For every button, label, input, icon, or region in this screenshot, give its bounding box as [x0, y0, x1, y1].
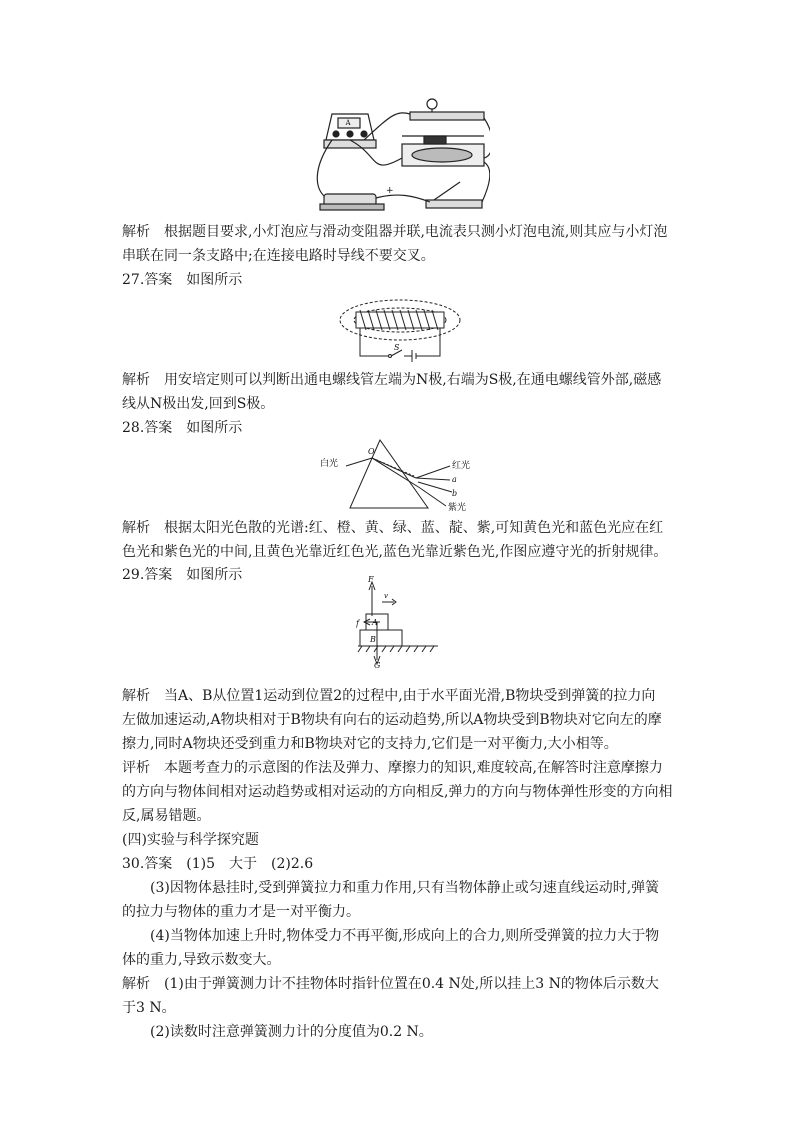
prism-figure	[316, 436, 500, 514]
text-line: (4)当物体加速上升时,物体受力不再平衡,形成向上的合力,则所受弹簧的拉力大于物	[150, 928, 660, 944]
text-line: 的方向与物体间相对运动趋势或相对运动的方向相反,弹力的方向与物体弹性形变的方向相	[122, 784, 673, 800]
ray-b-label: b	[452, 489, 458, 498]
text-line: 左做加速运动,A物块相对于B物块有向右的运动趋势,所以A物块受到B物块对它向左的摩	[122, 712, 662, 728]
solenoid-figure	[336, 292, 464, 366]
point-o-label: O	[368, 447, 375, 456]
velocity-v-label: v	[384, 592, 388, 600]
gravity-g-label: G	[374, 661, 381, 668]
ray-a-label: a	[452, 475, 457, 484]
text-line: 解析 当A、B从位置1运动到位置2的过程中,由于水平面光滑,B物块受到弹簧的拉力向	[122, 688, 656, 704]
text-line: 解析 根据题目要求,小灯泡应与滑动变阻器并联,电流表只测小灯泡电流,则其应与小灯泡	[122, 224, 668, 240]
circuit-figure	[310, 96, 490, 216]
block-force-figure	[356, 576, 440, 668]
friction-f-label: f	[356, 619, 359, 628]
text-line: 擦力,同时A物块还受到重力和B物块对它的支持力,它们是一对平衡力,大小相等。	[122, 736, 618, 752]
text-line: 解析 (1)由于弹簧测力计不挂物体时指针位置在0.4 N处,所以挂上3 N的物体后示数大	[122, 976, 659, 992]
text-line: 色光和紫色光的中间,且黄色光靠近红色光,蓝色光靠近紫色光,作图应遵守光的折射规律。	[122, 544, 668, 560]
text-line: 于3 N。	[122, 1000, 176, 1016]
text-line: 的拉力与物体的重力才是一对平衡力。	[122, 904, 360, 920]
block-b-label: B	[370, 635, 376, 644]
force-f-label: F	[368, 576, 374, 584]
text-line: 反,属易错题。	[122, 808, 211, 824]
text-line: 线从N极出发,回到S极。	[122, 396, 275, 412]
ammeter-label: A	[345, 119, 351, 127]
block-a-label: A	[372, 618, 378, 627]
text-line: 串联在同一条支路中;在连接电路时导线不要交叉。	[122, 248, 435, 264]
red-light-label: 红光	[452, 461, 471, 471]
text-line: 评析 本题考查力的示意图的作法及弹力、摩擦力的知识,难度较高,在解答时注意摩擦力	[122, 760, 663, 776]
text-line: (3)因物体悬挂时,受到弹簧拉力和重力作用,只有当物体静止或匀速直线运动时,弹簧	[150, 880, 660, 896]
switch-label: S	[394, 343, 400, 352]
text-line: (2)读数时注意弹簧测力计的分度值为0.2 N。	[150, 1024, 433, 1040]
text-line: 体的重力,导致示数变大。	[122, 952, 281, 968]
question-27-answer: 27.答案 如图所示	[122, 272, 243, 288]
white-light-label: 白光	[320, 459, 339, 469]
question-29-answer: 29.答案 如图所示	[122, 567, 243, 583]
plus-sign: +	[386, 186, 394, 196]
section-heading: (四)实验与科学探究题	[122, 832, 259, 848]
violet-light-label: 紫光	[448, 503, 467, 513]
text-line: 解析 根据太阳光色散的光谱:红、橙、黄、绿、蓝、靛、紫,可知黄色光和蓝色光应在红	[122, 520, 664, 536]
text-line: 解析 用安培定则可以判断出通电螺线管左端为N极,右端为S极,在通电螺线管外部,磁感	[122, 372, 662, 388]
question-28-answer: 28.答案 如图所示	[122, 420, 243, 436]
question-30-answer: 30.答案 (1)5 大于 (2)2.6	[122, 856, 314, 872]
